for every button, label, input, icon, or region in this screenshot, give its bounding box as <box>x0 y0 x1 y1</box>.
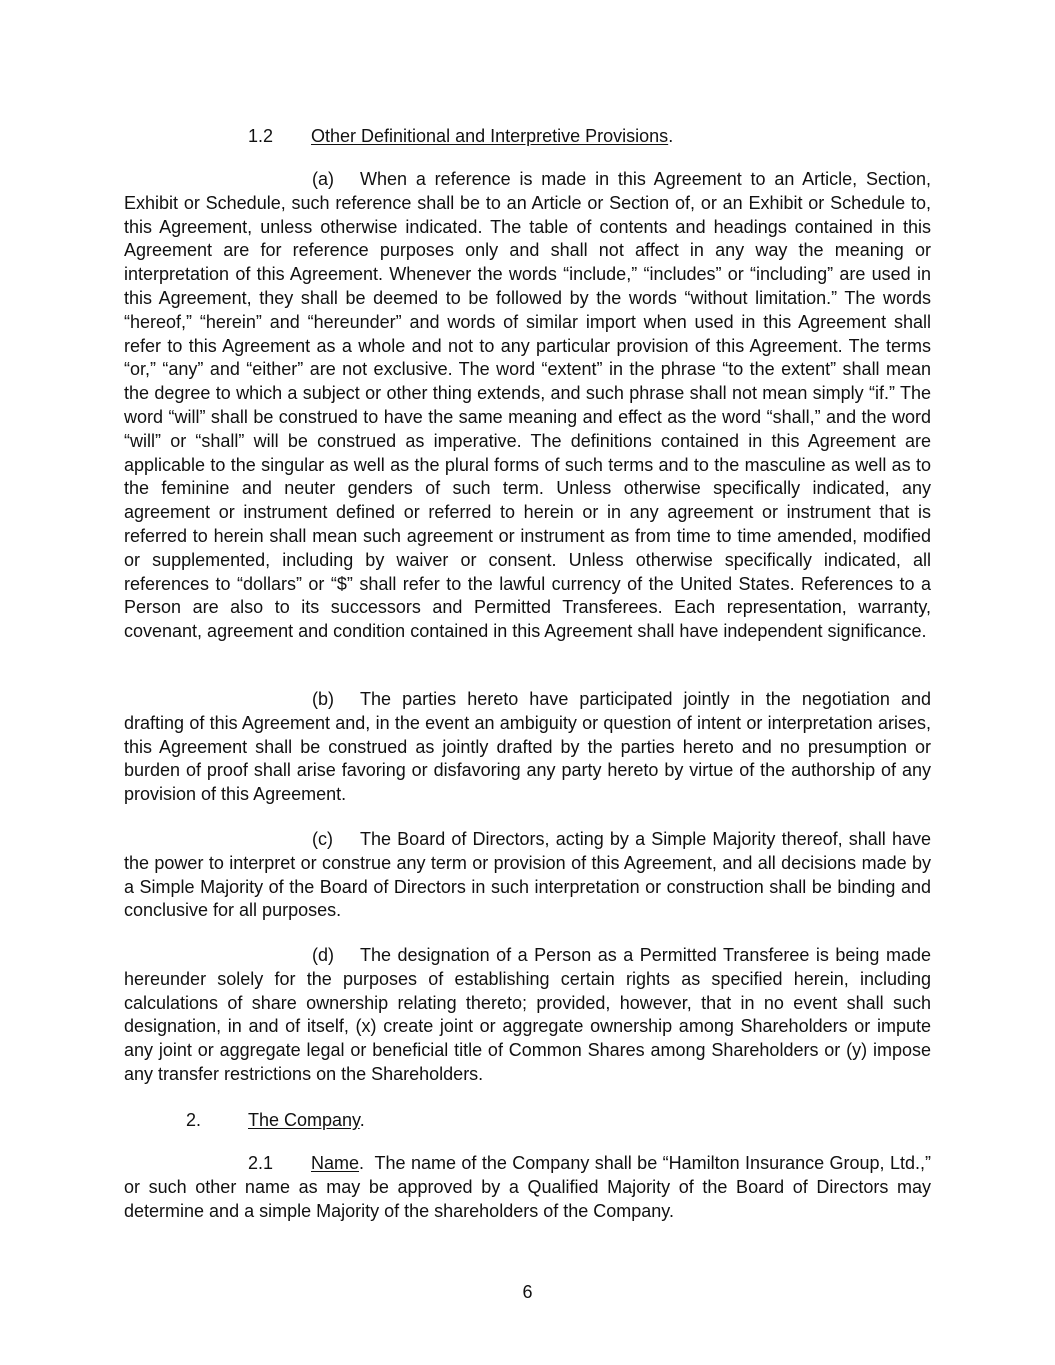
section-1-2-title: Other Definitional and Interpretive Provisions <box>311 126 669 146</box>
section-2-1-title: Name <box>311 1153 360 1173</box>
paragraph-c <box>124 828 931 923</box>
paragraph-a-label: (a) <box>312 169 334 189</box>
section-2-number: 2. <box>186 1110 202 1130</box>
section-2-title-end: . <box>359 1110 365 1130</box>
paragraph-c-text: The Board of Directors, acting by a Simple Majority thereof, shall have the power to interpret or construe any term or provision of this Agreement, and all decisions made by a Simple Majority of the Board of Directors in such interpretation or construction shall be binding and conclusive for all purposes. <box>124 829 931 921</box>
section-2-1-number: 2.1 <box>248 1153 274 1173</box>
section-2-heading <box>186 1108 365 1132</box>
paragraph-d <box>124 944 931 1087</box>
section-2-1-title-end: . <box>359 1153 365 1173</box>
paragraph-b-label: (b) <box>312 689 334 709</box>
paragraph-a <box>124 168 931 644</box>
paragraph-c-label: (c) <box>312 829 333 849</box>
section-2-1-text: The name of the Company shall be “Hamilton Insurance Group, Ltd.,” or such other name as may be approved by a Qualified Majority of the Board of Directors may determine and a simple Majority of the shareholders of the Company. <box>124 1153 931 1221</box>
paragraph-b-text: The parties hereto have participated jointly in the negotiation and drafting of this Agreement and, in the event an ambiguity or question of intent or interpretation arises, this Agreement shall be construed as jointly drafted by the parties hereto and no presumption or burden of proof shall arise favoring or disfavoring any party hereto by virtue of the authorship of any provision of this Agreement. <box>124 689 931 805</box>
page-number: 6 <box>522 1282 533 1302</box>
paragraph-b <box>124 688 931 807</box>
section-1-2-heading <box>248 124 673 148</box>
paragraph-d-text: The designation of a Person as a Permitted Transferee is being made hereunder solely for the purposes of establishing certain rights as specified herein, including calculations of share ownership relating thereto; provided, however, that in no event shall such designation, in and of itself, (x) create joint or aggregate ownership among Shareholders or impute any joint or aggregate legal or beneficial title of Common Shares among Shareholders or (y) impose any transfer restrictions on the Shareholders. <box>124 945 931 1084</box>
paragraph-a-text: When a reference is made in this Agreement to an Article, Section, Exhibit or Schedule, such reference shall be to an Article or Section of, or an Exhibit or Schedule to, this Agreement, unless otherwise indicated. The table of contents and headings contained in this Agreement are for reference purposes only and shall not affect in any way the meaning or interpretation of this Agreement. Whenever the words “include,” “includes” or “including” are used in this Agreement, they shall be deemed to be followed by the words “without limitation.” The words “hereof,” “herein” and “hereunder” and words of similar import when used in this Agreement shall refer to this Agreement as a whole and not to any particular provision of this Agreement. The terms “or,” “any” and “either” are not exclusive. The word “extent” in the phrase “to the extent” shall mean the degree to which a subject or other thing extends, and such phrase shall not mean simply “if.” The word “will” shall be construed to have the same meaning and effect as the word “shall,” and the word “will” or “shall” will be construed as imperative. The definitions contained in this Agreement are applicable to the singular as well as the plural forms of such terms and to the masculine as well as to the feminine and neuter genders of such term. Unless otherwise specifically indicated, any agreement or instrument defined or referred to herein or in any agreement or instrument that is referred to herein shall mean such agreement or instrument as from time to time amended, modified or supplemented, including by waiver or consent. Unless otherwise specifically indicated, all references to “dollars” or “$” shall refer to the lawful currency of the United States. References to a Person are also to its successors and Permitted Transferees. Each representation, warranty, covenant, agreement and condition contained in this Agreement shall have independent significance. <box>124 169 931 642</box>
section-2-1-paragraph <box>124 1152 931 1223</box>
section-2-title: The Company <box>248 1110 360 1130</box>
document-page <box>124 0 931 1365</box>
section-1-2-title-end: . <box>668 126 674 146</box>
section-1-2-number: 1.2 <box>248 126 274 146</box>
paragraph-d-label: (d) <box>312 945 334 965</box>
